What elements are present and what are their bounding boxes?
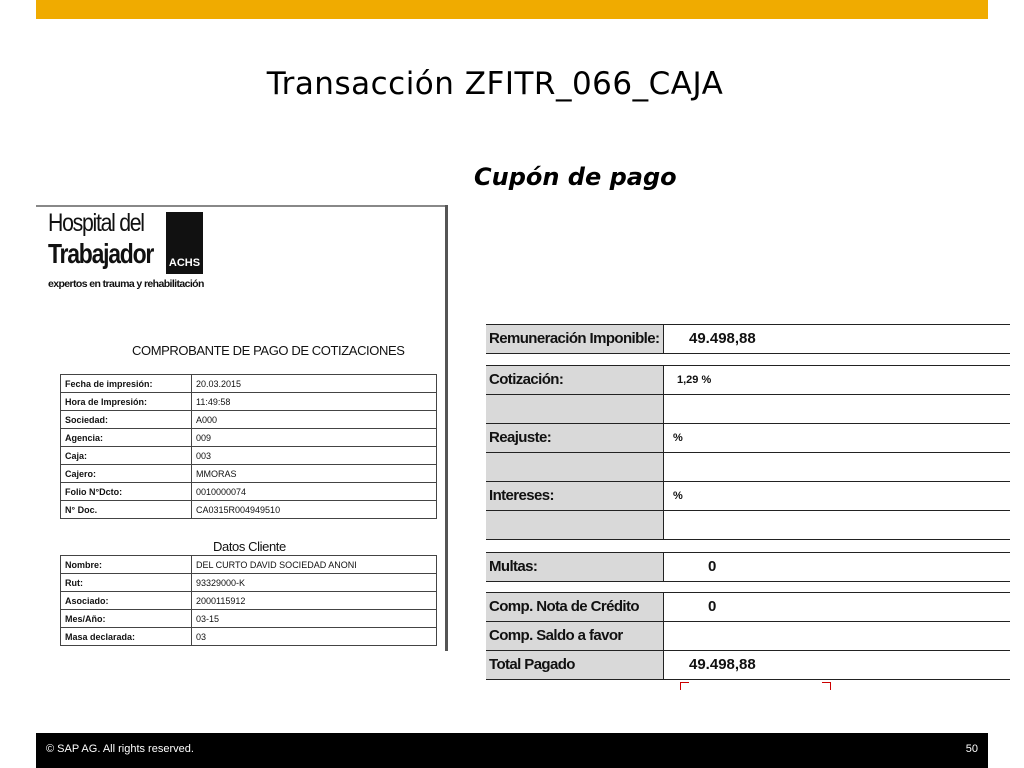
row-saldo-favor (486, 621, 1010, 650)
detail-label: Fecha de impresión: (61, 375, 192, 393)
detail-value: 0010000074 (192, 483, 437, 501)
detail-label: N° Doc. (61, 501, 192, 519)
achs-logo-text: ACHS (168, 257, 201, 269)
page-number: 50 (965, 743, 978, 755)
client-value: 03-15 (192, 610, 437, 628)
slide-subtitle: Cupón de pago (474, 163, 677, 191)
detail-label: Agencia: (61, 429, 192, 447)
row-cotizacion (486, 365, 1010, 394)
detail-label: Folio N°Dcto: (61, 483, 192, 501)
total-label: Total Pagado (486, 651, 664, 679)
table-row (61, 610, 437, 628)
row-remuneracion (486, 324, 1010, 354)
table-row (61, 556, 437, 574)
row-cotizacion-blank (486, 394, 1010, 423)
multas-label: Multas: (486, 553, 664, 581)
client-value: 03 (192, 628, 437, 646)
achs-logo-badge (166, 212, 203, 274)
remuneracion-label: Remuneración Imponible: (486, 325, 664, 353)
client-label: Nombre: (61, 556, 192, 574)
payment-receipt (36, 205, 448, 651)
detail-value: 11:49:58 (192, 393, 437, 411)
client-label: Rut: (61, 574, 192, 592)
table-row (61, 393, 437, 411)
copyright-text: © SAP AG. All rights reserved. (46, 743, 194, 755)
table-row (61, 501, 437, 519)
nota-credito-value: 0 (708, 598, 717, 615)
row-reajuste (486, 423, 1010, 452)
row-intereses (486, 481, 1010, 510)
detail-label: Hora de Impresión: (61, 393, 192, 411)
table-row (61, 429, 437, 447)
table-row (61, 411, 437, 429)
intereses-label: Intereses: (486, 482, 664, 510)
total-value: 49.498,88 (689, 656, 756, 673)
logo-tagline: expertos en trauma y rehabilitación (48, 278, 204, 290)
detail-value: 003 (192, 447, 437, 465)
detail-value: 20.03.2015 (192, 375, 437, 393)
row-multas (486, 552, 1010, 582)
detail-label: Caja: (61, 447, 192, 465)
table-row (61, 465, 437, 483)
receipt-heading: COMPROBANTE DE PAGO DE COTIZACIONES (132, 343, 405, 358)
detail-value: CA0315R004949510 (192, 501, 437, 519)
remuneracion-value: 49.498,88 (689, 330, 756, 347)
top-accent-bar (36, 0, 988, 19)
table-row (61, 628, 437, 646)
cotizacion-value: 1,29 % (677, 374, 712, 386)
row-reajuste-blank (486, 452, 1010, 481)
detail-value: 009 (192, 429, 437, 447)
receipt-details-table (60, 374, 437, 519)
row-total (486, 650, 1010, 680)
detail-value: A000 (192, 411, 437, 429)
table-row (61, 592, 437, 610)
client-label: Asociado: (61, 592, 192, 610)
row-nota-credito (486, 592, 1010, 621)
table-row (61, 447, 437, 465)
slide-footer (36, 733, 988, 768)
row-intereses-blank (486, 510, 1010, 540)
logo-trabajador: Trabajador (48, 238, 154, 269)
client-value: 2000115912 (192, 592, 437, 610)
selection-corner-right (822, 682, 831, 690)
selection-corner-left (680, 682, 689, 690)
client-value: DEL CURTO DAVID SOCIEDAD ANONI (192, 556, 437, 574)
client-value: 93329000-K (192, 574, 437, 592)
blank-label (486, 453, 664, 481)
slide-title: Transacción ZFITR_066_CAJA (266, 66, 724, 102)
client-label: Mes/Año: (61, 610, 192, 628)
detail-label: Cajero: (61, 465, 192, 483)
table-row (61, 483, 437, 501)
table-row (61, 375, 437, 393)
client-section-heading: Datos Cliente (213, 539, 286, 554)
blank-label (486, 511, 664, 539)
detail-value: MMORAS (192, 465, 437, 483)
detail-label: Sociedad: (61, 411, 192, 429)
multas-value: 0 (708, 558, 717, 575)
reajuste-value: % (673, 432, 683, 444)
reajuste-label: Reajuste: (486, 424, 664, 452)
table-row (61, 574, 437, 592)
logo-hospital-del: Hospital del (48, 209, 144, 237)
cotizacion-label: Cotización: (486, 366, 664, 394)
receipt-right-border (445, 205, 448, 651)
client-details-table (60, 555, 437, 646)
blank-label (486, 395, 664, 423)
intereses-value: % (673, 490, 683, 502)
saldo-favor-label: Comp. Saldo a favor (486, 622, 664, 650)
client-label: Masa declarada: (61, 628, 192, 646)
receipt-top-border (36, 205, 448, 207)
nota-credito-label: Comp. Nota de Crédito (486, 593, 664, 621)
